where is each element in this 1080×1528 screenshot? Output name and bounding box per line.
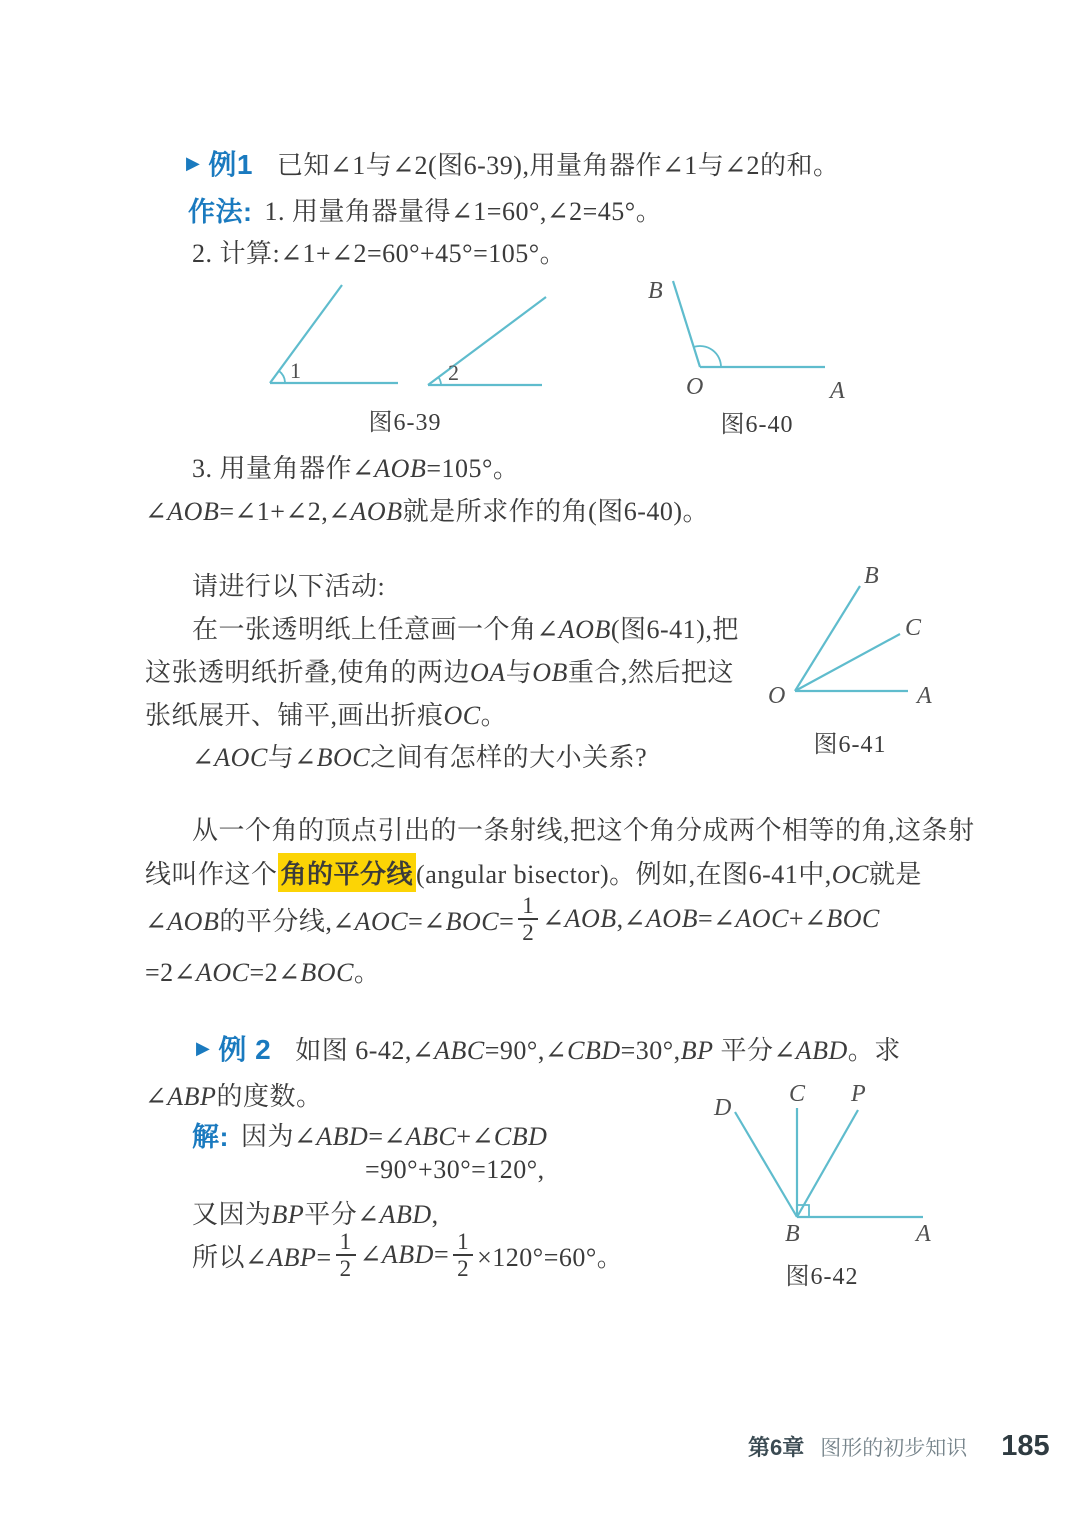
method-label: 作法: [188,197,253,227]
page-footer [748,1430,1050,1463]
example2-sol4 [192,1222,623,1288]
point-O-label: O [768,683,786,709]
chapter-title: 图形的初步知识 [820,1437,968,1460]
example2-solution-line1 [192,1115,547,1154]
triangle-marker-icon: ▶ [186,152,201,174]
example2-intro2: ∠ABP的度数。 [145,1082,323,1111]
figure-6-42 [690,1083,945,1245]
definition-line2-post: (angular bisector)。例如,在图6-41中,OC就是 [416,860,922,889]
definition-line4: =2∠AOC=2∠BOC。 [145,958,381,987]
figure-6-41 [760,563,960,708]
point-B-label: B [864,563,879,589]
angle-bisector-highlight: 角的平分线 [278,853,417,892]
example2-sol4-mid: ∠ABD= [359,1240,450,1269]
example2-sol4-pre: 所以∠ABP= [192,1242,332,1272]
example2-sol3: 又因为BP平分∠ABD, [192,1200,439,1229]
point-O-label: O [686,374,704,400]
example1-conclusion: ∠AOB=∠1+∠2,∠AOB就是所求作的角(图6-40)。 [145,497,710,526]
figure-6-40-caption: 图6-40 [720,412,794,438]
angle1-arc [279,371,285,383]
definition-line1: 从一个角的顶点引出的一条射线,把这个角分成两个相等的角,这条射 [192,816,975,845]
point-C-label: C [905,615,922,641]
example2-label: 例 2 [218,1034,272,1065]
one-half-fraction [453,1229,473,1282]
example1-method-line [188,190,662,229]
definition-line2-pre: 线叫作这个 [145,860,278,889]
triangle-marker-icon: ▶ [196,1037,211,1059]
angle1-number-label: 1 [290,358,301,383]
ray-OC [795,634,900,691]
point-B-label: B [648,278,663,304]
ray-BD [735,1112,797,1217]
page-number: 185 [1001,1430,1050,1462]
example1-heading [186,143,840,183]
figure-6-42-caption: 图6-42 [785,1264,859,1290]
example1-step1: 1. 用量角器量得∠1=60°,∠2=45°。 [264,197,663,226]
fraction-numerator: 1 [453,1229,473,1256]
example2-heading [196,1028,901,1068]
activity-line3: 这张透明纸折叠,使角的两边OA与OB重合,然后把这 [145,658,734,687]
figure-6-39 [240,278,560,393]
ray-OB [795,586,860,691]
activity-line1: 请进行以下活动: [192,572,386,601]
point-A-label: A [916,1221,931,1247]
fraction-denominator: 2 [457,1256,470,1281]
angle1-inclined-ray [270,285,342,383]
example1-intro: 已知∠1与∠2(图6-39),用量角器作∠1与∠2的和。 [276,150,840,180]
ray-OB [673,281,700,367]
example1-label: 例1 [208,149,253,180]
fraction-numerator: 1 [336,1229,356,1256]
one-half-fraction [518,893,538,946]
figure-6-41-caption: 图6-41 [813,732,887,758]
activity-line4: 张纸展开、铺平,画出折痕OC。 [145,701,508,730]
definition-line3-post: ∠AOB,∠AOB=∠AOC+∠BOC [542,904,880,933]
angle2-inclined-ray [428,297,546,385]
angle2-arc [438,377,441,385]
angle2-number-label: 2 [448,360,459,385]
fraction-denominator: 2 [339,1256,352,1281]
fraction-numerator: 1 [518,893,538,920]
activity-line2: 在一张透明纸上任意画一个角∠AOB(图6-41),把 [192,615,739,644]
point-C-label: C [789,1081,806,1107]
definition-line3 [145,886,880,952]
figure-6-39-caption: 图6-39 [368,410,442,436]
point-B-label: B [785,1221,800,1247]
example2-sol4-post: ×120°=60°。 [477,1242,624,1272]
fraction-denominator: 2 [522,920,535,945]
figure-6-40 [640,268,870,403]
point-A-label: A [830,378,845,404]
definition-line3-pre: ∠AOB的平分线,∠AOC=∠BOC= [145,906,515,936]
example2-sol1: 因为∠ABD=∠ABC+∠CBD [241,1122,548,1151]
one-half-fraction [336,1229,356,1282]
example1-step2: 2. 计算:∠1+∠2=60°+45°=105°。 [192,239,567,268]
ray-BP [797,1110,858,1217]
example1-step3: 3. 用量角器作∠AOB=105°。 [192,454,520,483]
point-P-label: P [851,1081,866,1107]
example2-intro: 如图 6-42,∠ABC=90°,∠CBD=30°,BP 平分∠ABD。求 [295,1035,901,1065]
point-A-label: A [917,683,932,709]
point-D-label: D [714,1095,732,1121]
example2-sol2: =90°+30°=120°, [365,1155,545,1184]
chapter-number: 第6章 [748,1435,805,1460]
activity-line5: ∠AOC与∠BOC之间有怎样的大小关系? [192,743,648,772]
solution-label: 解: [192,1122,229,1152]
